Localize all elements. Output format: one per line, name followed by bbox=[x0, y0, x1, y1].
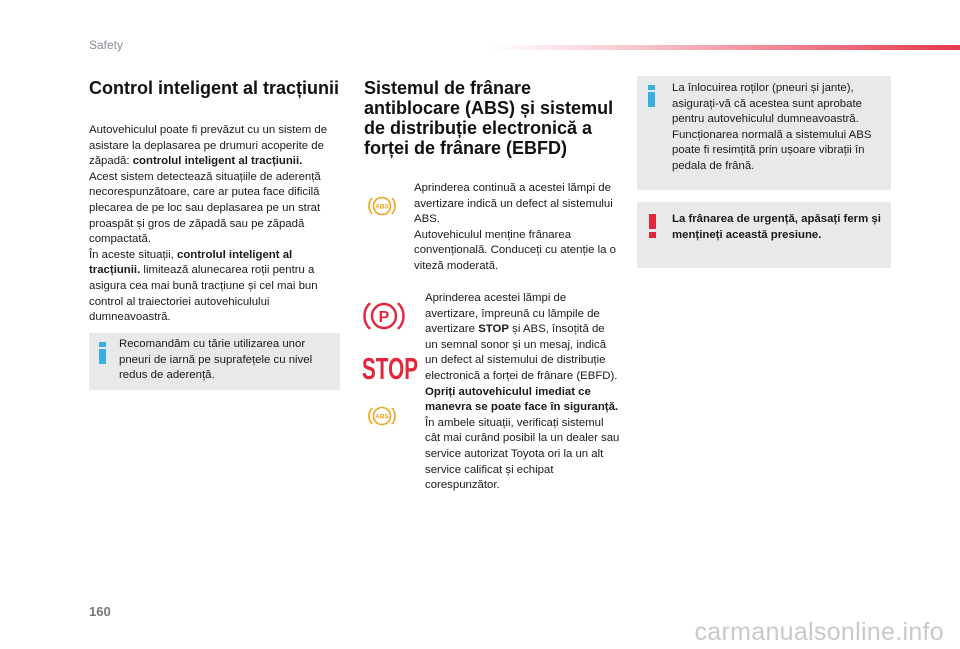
info-icon bbox=[648, 85, 656, 107]
traction-p1: Autovehiculul poate fi prevăzut cu un sistem de asistare la deplasarea pe drumuri acoperite de zăpadă: bbox=[89, 124, 328, 168]
ebfd-stop-word: STOP bbox=[478, 323, 509, 336]
abs-lamp-label: ABS bbox=[375, 203, 389, 211]
abs-p1: Aprinderea continuă a acestei lămpi de avertizare indică un defect al sistemului ABS. bbox=[414, 182, 613, 226]
warning-box-emergency-braking bbox=[637, 202, 891, 268]
stop-warning-lamp-icon bbox=[361, 350, 419, 386]
stop-lamp-label: STOP bbox=[362, 351, 418, 386]
info-box-wheel-replacement bbox=[637, 76, 891, 190]
ebfd-p1b: și ABS, însoțită de un semnal sonor și un mesaj, indică un defect al sistemului de distribuție electronică a forței de frânare (EBFD). bbox=[425, 323, 618, 382]
info-wheel-replacement-text: La înlocuirea roților (pneuri și jante), asigurați-vă că acestea sunt aprobate pentru autovehiculul dumneavoastră. Funcționarea normală a sistemului ABS poate fi resimțită prin ușoare vibrații în pedala de frână. bbox=[672, 82, 872, 172]
warning-emergency-braking-text: La frânarea de urgență, apăsați ferm și mențineți această presiune. bbox=[672, 213, 881, 241]
abs-description bbox=[414, 181, 619, 275]
info-winter-tyres-text: Recomandăm cu tărie utilizarea unor pneuri de iarnă pe suprafețele cu nivel redus de aderență. bbox=[119, 338, 313, 382]
abs-warning-lamp-icon bbox=[368, 195, 396, 217]
section-title-abs: Sistemul de frânare antiblocare (ABS) și sistemul de distribuție electronică a forței de frânare (EBFD) bbox=[364, 78, 614, 158]
ebfd-stop-instruction: Opriți autovehiculul imediat ce manevra se poate face în siguranță. bbox=[425, 385, 619, 414]
traction-p3a: În aceste situații, bbox=[89, 248, 178, 261]
traction-description bbox=[89, 123, 341, 326]
traction-p2: Acest sistem detectează situațiile de aderență necorespunzătoare, care ar putea face dificilă plecarea de pe loc sau deplasarea pe un strat proaspăt și gros de zăpadă sau pe zăpadă compactată. bbox=[89, 170, 321, 246]
brake-p-warning-lamp-icon bbox=[364, 299, 404, 333]
abs-p2: Autovehiculul menține frânarea convențională. Conduceți cu atenție la o viteză moderată. bbox=[414, 228, 617, 272]
section-title-traction: Control inteligent al tracțiunii bbox=[89, 78, 340, 98]
abs-lamp-label-2: ABS bbox=[375, 413, 389, 421]
traction-p3-bold: controlul inteligent al tracțiunii. bbox=[89, 248, 293, 277]
ebfd-p1a: Aprinderea acestei lămpi de avertizare, împreună cu lămpile de avertizare bbox=[425, 292, 600, 336]
park-lamp-label: P bbox=[378, 309, 390, 326]
header-accent-bar bbox=[490, 45, 960, 50]
ebfd-description bbox=[425, 291, 620, 494]
warning-exclamation-icon bbox=[649, 214, 657, 238]
abs-warning-lamp-icon-2 bbox=[368, 405, 396, 427]
traction-p1-bold: controlul inteligent al tracțiunii. bbox=[132, 155, 303, 168]
info-box-winter-tyres bbox=[89, 333, 340, 390]
section-label: Safety bbox=[89, 38, 124, 52]
page-number: 160 bbox=[89, 604, 111, 619]
watermark: carmanualsonline.info bbox=[694, 618, 944, 646]
traction-p3b: limitează alunecarea roții pentru a asigura cea mai bună tracțiune și cel mai bun control al traiectoriei autovehiculului dumneavoastră. bbox=[89, 264, 318, 324]
info-icon bbox=[99, 342, 107, 364]
ebfd-p2: În ambele situații, verificați sistemul cât mai curând posibil la un dealer sau service autorizat Toyota ori la un alt service calificat și echipat corespunzător. bbox=[425, 416, 620, 492]
